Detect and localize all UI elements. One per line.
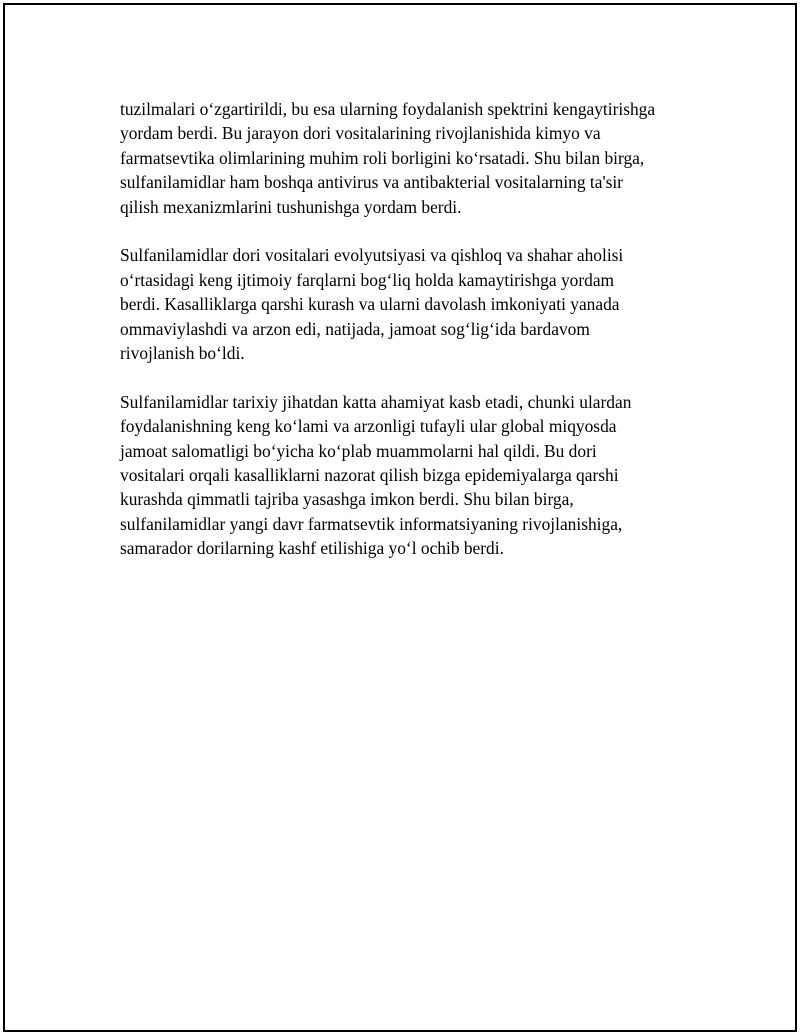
paragraph-2: Sulfanilamidlar dori vositalari evolyutsiyasi va qishloq va shahar aholisi o‘rtasidagi keng ijtimoiy farqlarni bog‘liq holda kamaytirishga yordam berdi. Kasalliklarga qarshi kurash va ularni davolash imkoniyati yanada ommaviylashdi va arzon edi, natijada, jamoat sog‘lig‘ida bardavom rivojlanish bo‘ldi.	[120, 245, 624, 364]
document-page	[3, 3, 797, 1032]
paragraph-1: tuzilmalari o‘zgartirildi, bu esa ularning foydalanish spektrini kengaytirishga yordam berdi. Bu jarayon dori vositalarining rivojlanishida kimyo va farmatsevtika olimlarining muhim roli borligini ko‘rsatadi. Shu bilan birga, sulfanilamidlar ham boshqa antivirus va antibakterial vositalarning ta'sir qilish mexanizmlarini tushunishga yordam berdi.	[120, 99, 656, 217]
paragraph-3: Sulfanilamidlar tarixiy jihatdan katta ahamiyat kasb etadi, chunki ulardan foydalanishning keng ko‘lami va arzonligi tufayli ular global miqyosda jamoat salomatligi bo‘yicha ko‘plab muammolarni hal qildi. Bu dori vositalari orqali kasalliklarni nazorat qilish bizga epidemiyalarga qarshi kurashda qimmatli tajriba yasashga imkon berdi. Shu bilan birga, sulfanilamidlar yangi davr farmatsevtik informatsiyaning rivojlanishiga, samarador dorilarning kashf etilishiga yo‘l ochib berdi.	[120, 391, 632, 559]
document-body	[120, 97, 710, 585]
